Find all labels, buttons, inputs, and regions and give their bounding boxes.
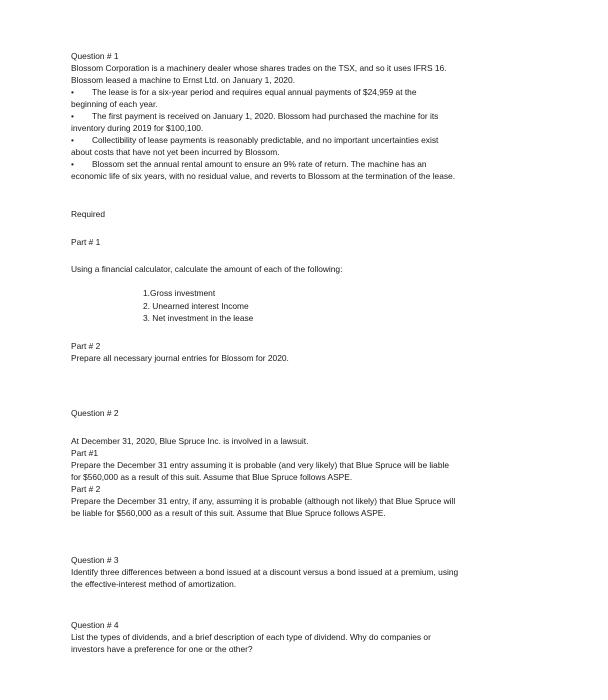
bullet-item: [71, 158, 541, 170]
bullet-text: The lease is for a six-year period and requires equal annual payments of $24,959 at the: [92, 87, 417, 97]
part-2-heading: Part # 2: [71, 341, 101, 351]
bullet-text-continued: economic life of six years, with no residual value, and reverts to Blossom at the termination of the lease.: [71, 171, 456, 181]
bullet-text: The first payment is received on January 1, 2020. Blossom had purchased the machine for its: [92, 111, 439, 121]
question-2-part-2-text: Prepare the December 31 entry, if any, assuming it is probable (although not likely) that Blue Spruce will: [71, 496, 456, 506]
question-1: [71, 50, 541, 182]
question-4-text: List the types of dividends, and a brief description of each type of dividend. Why do companies or: [71, 632, 431, 642]
calculation-list: [143, 287, 253, 325]
question-1-heading: Question # 1: [71, 51, 119, 61]
question-3: [71, 554, 541, 590]
question-2-body: [71, 435, 541, 519]
question-4: [71, 619, 541, 655]
question-2-part-1-text: Prepare the December 31 entry assuming it is probable (and very likely) that Blue Spruce will be liable: [71, 460, 449, 470]
bullet-icon: •: [71, 159, 74, 169]
required-label: Required: [71, 209, 105, 219]
part-1-instruction: Using a financial calculator, calculate the amount of each of the following:: [71, 264, 343, 274]
part-2-instruction: Prepare all necessary journal entries for Blossom for 2020.: [71, 353, 289, 363]
question-2-part-2-text: be liable for $560,000 as a result of this suit. Assume that Blue Spruce follows ASPE.: [71, 508, 386, 518]
question-4-heading: Question # 4: [71, 620, 119, 630]
bullet-item: [71, 134, 541, 146]
question-2-part-1-heading: Part #1: [71, 448, 99, 458]
question-2-heading: Question # 2: [71, 408, 119, 418]
bullet-text: Blossom set the annual rental amount to ensure an 9% rate of return. The machine has an: [92, 159, 427, 169]
list-item: 1.Gross investment: [143, 288, 216, 298]
question-4-text: investors have a preference for one or the other?: [71, 644, 253, 654]
question-3-heading: Question # 3: [71, 555, 119, 565]
bullet-text-continued: inventory during 2019 for $100,100.: [71, 123, 204, 133]
part-2: [71, 340, 541, 364]
bullet-item: [71, 110, 541, 122]
bullet-text: Collectibility of lease payments is reasonably predictable, and no important uncertainties exist: [92, 135, 439, 145]
list-item: 2. Unearned interest Income: [143, 300, 249, 311]
bullet-icon: •: [71, 135, 74, 145]
question-3-text: the effective-interest method of amortization.: [71, 579, 237, 589]
question-2-intro: At December 31, 2020, Blue Spruce Inc. is involved in a lawsuit.: [71, 436, 309, 446]
bullet-icon: •: [71, 87, 74, 97]
bullet-text-continued: beginning of each year.: [71, 99, 158, 109]
question-1-intro-line: Blossom leased a machine to Ernst Ltd. on January 1, 2020.: [71, 75, 295, 85]
question-2-part-1-text: for $560,000 as a result of this suit. Assume that Blue Spruce follows ASPE.: [71, 472, 353, 482]
bullet-item: [71, 86, 541, 98]
part-1-heading: Part # 1: [71, 237, 101, 247]
question-2-part-2-heading: Part # 2: [71, 484, 101, 494]
question-1-intro-line: Blossom Corporation is a machinery dealer whose shares trades on the TSX, and so it uses IFRS 16.: [71, 63, 447, 73]
bullet-icon: •: [71, 111, 74, 121]
bullet-text-continued: about costs that have not yet been incurred by Blossom.: [71, 147, 280, 157]
question-3-text: Identify three differences between a bond issued at a discount versus a bond issued at a premium, using: [71, 567, 459, 577]
list-item: 3. Net investment in the lease: [143, 313, 254, 323]
